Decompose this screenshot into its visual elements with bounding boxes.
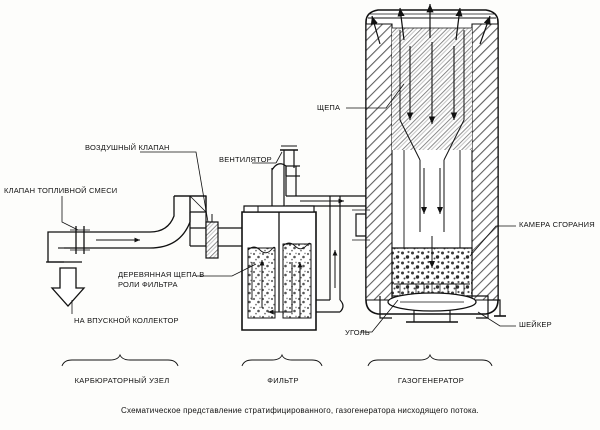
group-label-filter: ФИЛЬТР bbox=[267, 376, 299, 385]
label-air-valve: ВОЗДУШНЫЙ КЛАПАН bbox=[85, 143, 170, 152]
label-intake-manifold: НА ВПУСКНОЙ КОЛЛЕКТОР bbox=[74, 316, 179, 325]
group-label-carburetor-unit: КАРБЮРАТОРНЫЙ УЗЕЛ bbox=[74, 376, 170, 385]
label-charcoal: УГОЛЬ bbox=[345, 328, 370, 337]
label-shaker: ШЕЙКЕР bbox=[519, 320, 552, 329]
label-wood-chips: ЩЕПА bbox=[317, 103, 341, 112]
label-fan: ВЕНТИЛЯТОР bbox=[219, 155, 272, 164]
label-combustion-chamber: КАМЕРА СГОРАНИЯ bbox=[519, 220, 595, 229]
label-fuel-mix-valve: КЛАПАН ТОПЛИВНОЙ СМЕСИ bbox=[4, 186, 118, 195]
label-wood-chip-filter: ДЕРЕВЯННАЯ ЩЕПА В РОЛИ ФИЛЬТРА bbox=[118, 270, 205, 289]
diagram-caption: Схематическое представление стратифицированного, газогенератора нисходящего потока. bbox=[121, 406, 479, 415]
group-label-gas-generator: ГАЗОГЕНЕРАТОР bbox=[397, 376, 465, 385]
